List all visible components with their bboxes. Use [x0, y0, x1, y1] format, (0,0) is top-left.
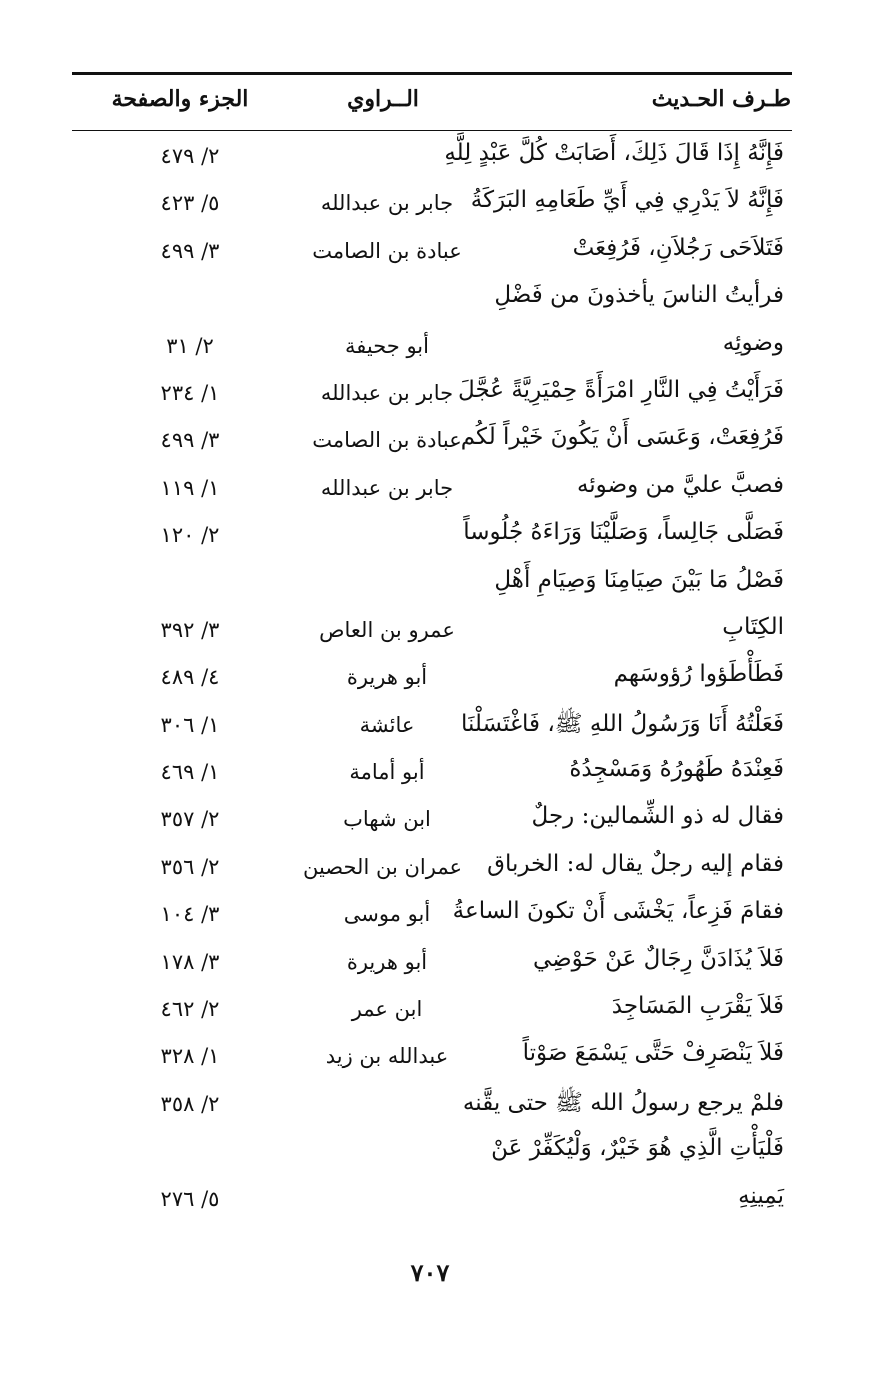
- volume-page: ١/ ٢٣٤: [160, 380, 220, 405]
- index-table: [72, 136, 792, 1226]
- hadith-beginning: فَرَأَيْتُ فِي النَّارِ امْرَأَةً حِمْيَرِيَّةً عُجَّلَ: [458, 376, 784, 403]
- page-number: ٧٠٧: [410, 1258, 450, 1287]
- volume-page: ٥/ ٢٧٦: [160, 1186, 220, 1211]
- hadith-beginning: الكِتَابِ: [722, 613, 784, 640]
- table-row: [72, 373, 792, 420]
- narrator: عبادة بن الصامت: [312, 238, 462, 263]
- narrator: جابر بن عبدالله: [320, 380, 454, 405]
- header-narrator: الــراوي: [347, 86, 419, 112]
- narrator: أبو موسى: [343, 902, 431, 927]
- table-row: [72, 989, 792, 1036]
- volume-page: ٢/ ٤٦٢: [160, 997, 220, 1022]
- volume-page: ٣/ ٤٩٩: [160, 238, 220, 263]
- narrator: جابر بن عبدالله: [320, 475, 454, 500]
- hadith-beginning: فَرُفِعَتْ، وَعَسَى أَنْ يَكُونَ خَيْراً لَكُم: [460, 424, 784, 451]
- volume-page: ٢/ ٣٥٦: [160, 854, 220, 879]
- hadith-beginning: فلمْ يرجع رسولُ الله ﷺ حتى يقَّنه: [462, 1089, 784, 1116]
- hadith-beginning: وضوئِه: [722, 329, 784, 356]
- hadith-beginning: فَإِنَّهُ إِذَا قَالَ ذَلِكَ، أَصَابَتْ كُلَّ عَبْدٍ لِلَّهِ: [444, 140, 784, 166]
- header-rule: [72, 130, 792, 131]
- table-row: [72, 705, 792, 752]
- volume-page: ٣/ ٤٩٩: [160, 428, 220, 453]
- table-row: [72, 468, 792, 515]
- volume-page: ٣/ ٣٩٢: [160, 617, 220, 642]
- table-row: [72, 183, 792, 230]
- hadith-beginning: فقال له ذو الشِّمالين: رجلٌ: [531, 803, 784, 830]
- volume-page: ١/ ١١٩: [160, 475, 220, 500]
- hadith-beginning: فصبَّ عليَّ من وضوئه: [576, 471, 784, 498]
- narrator: أبو أمامة: [349, 760, 425, 785]
- hadith-beginning: يَمِينِهِ: [738, 1182, 784, 1209]
- table-row: [72, 799, 792, 846]
- table-row: [72, 894, 792, 941]
- narrator: عبادة بن الصامت: [312, 428, 462, 453]
- volume-page: ٢/ ٣٥٧: [160, 807, 220, 832]
- narrator: أبو جحيفة: [345, 333, 429, 358]
- narrator: ابن شهاب: [343, 807, 431, 832]
- table-row: [72, 231, 792, 278]
- hadith-beginning: فَطَأْطَؤوا رُؤوسَهم: [613, 661, 784, 688]
- table-row: [72, 515, 792, 562]
- hadith-beginning: فقام إليه رجلٌ يقال له: الخرباق: [487, 850, 784, 877]
- table-row: [72, 610, 792, 657]
- volume-page: ٣/ ١٧٨: [160, 949, 220, 974]
- table-row: [72, 1179, 792, 1226]
- header-volume-page: الجزء والصفحة: [111, 86, 249, 112]
- volume-page: ٢/ ٣٥٨: [160, 1091, 220, 1116]
- narrator: ابن عمر: [351, 997, 423, 1022]
- narrator: عائشة: [359, 712, 415, 737]
- narrator: أبو هريرة: [346, 949, 428, 974]
- table-row: [72, 752, 792, 799]
- volume-page: ٣/ ١٠٤: [160, 902, 220, 927]
- table-row: [72, 136, 792, 183]
- table-row: [72, 420, 792, 467]
- hadith-beginning: فَلاَ يَنْصَرِفْ حَتَّى يَسْمَعَ صَوْتاً: [522, 1040, 784, 1067]
- hadith-beginning: فَعِنْدَهُ طَهُورُهُ وَمَسْجِدُهُ: [569, 756, 784, 783]
- narrator: عمران بن الحصين: [302, 854, 462, 879]
- header-hadith-beginning: طـرف الحـديث: [651, 86, 791, 112]
- table-row: [72, 1036, 792, 1083]
- table-row: [72, 278, 792, 325]
- volume-page: ٢/ ٣١: [166, 333, 214, 358]
- table-row: [72, 657, 792, 704]
- narrator: عمرو بن العاص: [319, 617, 455, 642]
- volume-page: ١/ ٤٦٩: [160, 760, 220, 785]
- volume-page: ٥/ ٤٢٣: [160, 191, 220, 216]
- hadith-beginning: فَلاَ يُذَادَنَّ رِجَالٌ عَنْ حَوْضِي: [532, 945, 784, 972]
- hadith-beginning: فَإِنَّهُ لاَ يَدْرِي فِي أَيِّ طَعَامِهِ البَرَكَةُ: [470, 187, 784, 214]
- table-row: [72, 942, 792, 989]
- hadith-beginning: فَعَلْتُهُ أَنَا وَرَسُولُ اللهِ ﷺ، فَاغْتَسَلْنَا: [460, 710, 784, 737]
- table-row: [72, 563, 792, 610]
- table-row: [72, 1084, 792, 1131]
- volume-page: ١/ ٣٢٨: [160, 1044, 220, 1069]
- hadith-beginning: فَلْيَأْتِ الَّذِي هُوَ خَيْرٌ، وَلْيُكَفِّرْ عَنْ: [491, 1135, 784, 1162]
- volume-page: ٢/ ٤٧٩: [160, 144, 220, 168]
- hadith-beginning: فَصَلَّى جَالِساً، وَصَلَّيْنَا وَرَاءَهُ جُلُوساً: [463, 519, 784, 546]
- table-row: [72, 326, 792, 373]
- narrator: عبدالله بن زيد: [325, 1044, 449, 1069]
- narrator: جابر بن عبدالله: [320, 191, 454, 216]
- volume-page: ٢/ ١٢٠: [160, 523, 220, 548]
- hadith-beginning: فَتَلاَحَى رَجُلاَنِ، فَرُفِعَتْ: [572, 234, 784, 261]
- hadith-beginning: فَصْلُ مَا بَيْنَ صِيَامِنَا وَصِيَامِ أَهْلِ: [494, 566, 784, 593]
- hadith-beginning: فَلاَ يَقْرَبِ المَسَاجِدَ: [611, 993, 784, 1020]
- top-rule: [72, 72, 792, 75]
- volume-page: ١/ ٣٠٦: [160, 712, 220, 737]
- volume-page: ٤/ ٤٨٩: [160, 665, 220, 690]
- hadith-beginning: فرأيتُ الناسَ يأخذونَ من فَضْلِ: [494, 282, 784, 309]
- hadith-beginning: فقامَ فَزِعاً، يَخْشَى أَنْ تكونَ الساعةُ: [452, 898, 784, 925]
- table-row: [72, 847, 792, 894]
- table-row: [72, 1131, 792, 1178]
- narrator: أبو هريرة: [346, 665, 428, 690]
